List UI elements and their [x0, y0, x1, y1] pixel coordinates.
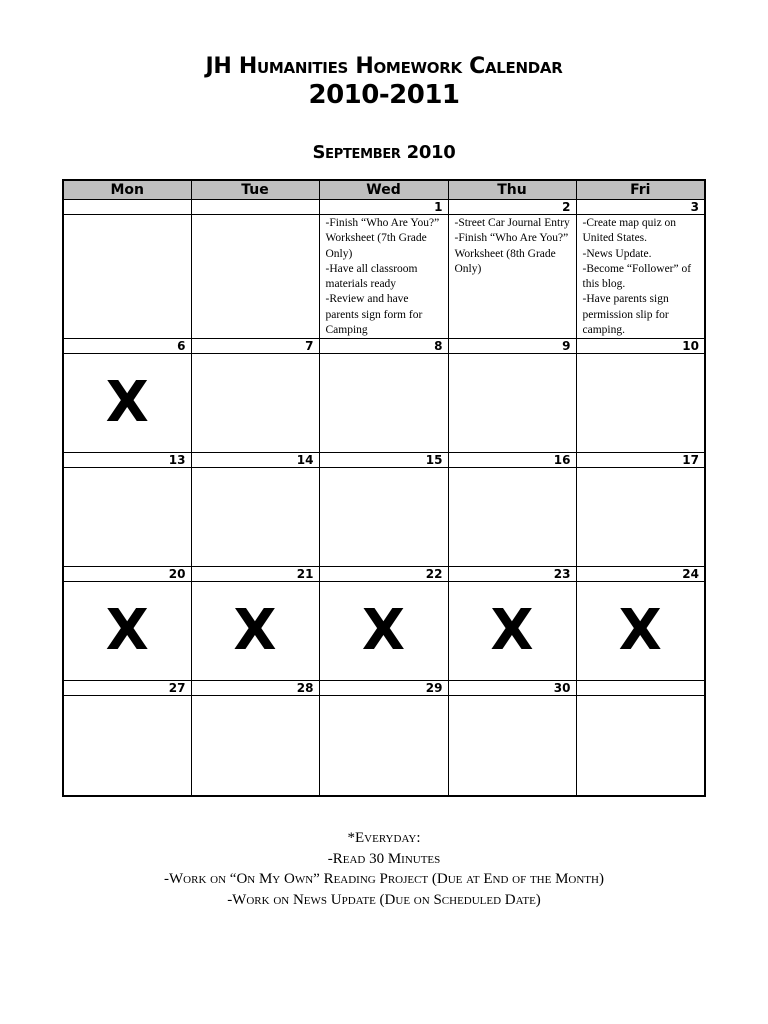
date-number: 27 [63, 681, 191, 696]
date-number: 7 [191, 339, 319, 354]
no-school-mark: X [618, 598, 662, 664]
date-number: 6 [63, 339, 191, 354]
day-cell [576, 354, 705, 453]
date-number: 9 [448, 339, 576, 354]
date-number: 22 [319, 567, 448, 582]
week-content-row [63, 696, 705, 797]
day-cell [63, 354, 191, 453]
day-cell [448, 354, 576, 453]
no-school-mark: X [361, 598, 406, 664]
homework-list [320, 215, 448, 338]
homework-item: -News Update. [582, 247, 652, 260]
week-content-row [63, 215, 705, 339]
date-number: 17 [576, 453, 705, 468]
everyday-item: -Read 30 Minutes [327, 850, 441, 867]
no-school-mark: X [105, 598, 149, 664]
day-cell [191, 468, 319, 567]
homework-item: -Street Car Journal Entry [454, 217, 570, 229]
everyday-item: -Work on News Update (Due on Scheduled Date) [227, 891, 541, 908]
day-cell [63, 696, 191, 797]
date-number: 30 [448, 681, 576, 696]
week-content-row [63, 354, 705, 453]
day-cell [63, 582, 191, 681]
calendar-table [62, 179, 706, 797]
day-cell [448, 582, 576, 681]
weekday-header: Fri [576, 180, 705, 200]
date-number: 1 [319, 200, 448, 215]
no-school-mark: X [233, 598, 277, 664]
date-number: 13 [63, 453, 191, 468]
date-number: 20 [63, 567, 191, 582]
weekday-header: Wed [319, 180, 448, 200]
day-cell [448, 468, 576, 567]
calendar-body [63, 200, 705, 797]
day-cell [448, 215, 576, 339]
date-number [63, 200, 191, 215]
weekday-header: Thu [448, 180, 576, 200]
date-number [576, 681, 705, 696]
no-school-mark: X [490, 598, 534, 664]
everyday-notes [0, 828, 768, 910]
date-number: 28 [191, 681, 319, 696]
day-cell [63, 468, 191, 567]
homework-item: -Review and have parents sign form for Camping [325, 293, 423, 337]
everyday-heading: *Everyday: [347, 830, 421, 846]
week-content-row [63, 468, 705, 567]
weekday-header-row [63, 180, 705, 200]
day-cell [319, 468, 448, 567]
date-number: 23 [448, 567, 576, 582]
month-heading: September 2010 [312, 142, 456, 163]
day-cell [319, 215, 448, 339]
homework-list [577, 215, 705, 338]
homework-item: -Create map quiz on United States. [582, 217, 677, 245]
date-number: 15 [319, 453, 448, 468]
date-number: 29 [319, 681, 448, 696]
homework-item: -Become “Follower” of this blog. [582, 262, 692, 291]
day-cell [191, 582, 319, 681]
date-number: 24 [576, 567, 705, 582]
homework-item: -Have all classroom materials ready [325, 262, 418, 291]
week-date-row [63, 339, 705, 354]
weekday-header: Mon [63, 180, 191, 200]
day-cell [576, 468, 705, 567]
homework-item: -Finish “Who Are You?” Worksheet (7th Grade Only) [325, 217, 440, 260]
no-school-mark: X [105, 370, 149, 436]
date-number: 14 [191, 453, 319, 468]
day-cell [319, 696, 448, 797]
week-date-row [63, 200, 705, 215]
date-number: 8 [319, 339, 448, 354]
homework-item: -Finish “Who Are You?” Worksheet (8th Grade Only) [454, 232, 569, 275]
day-cell [191, 696, 319, 797]
day-cell [191, 354, 319, 453]
day-cell [576, 215, 705, 339]
date-number: 21 [191, 567, 319, 582]
week-date-row [63, 453, 705, 468]
date-number: 10 [576, 339, 705, 354]
date-number: 16 [448, 453, 576, 468]
date-number: 3 [576, 200, 705, 215]
day-cell [576, 696, 705, 797]
homework-list [449, 215, 576, 277]
day-cell [63, 215, 191, 339]
date-number: 2 [448, 200, 576, 215]
date-number [191, 200, 319, 215]
day-cell [319, 582, 448, 681]
week-date-row [63, 567, 705, 582]
day-cell [576, 582, 705, 681]
school-year: 2010-2011 [308, 80, 460, 110]
everyday-item: -Work on “On My Own” Reading Project (Due at End of the Month) [164, 871, 604, 887]
week-date-row [63, 681, 705, 696]
calendar-title: JH Humanities Homework Calendar [205, 54, 563, 79]
day-cell [319, 354, 448, 453]
day-cell [191, 215, 319, 339]
homework-item: -Have parents sign permission slip for camping. [582, 293, 669, 337]
weekday-header: Tue [191, 180, 319, 200]
day-cell [448, 696, 576, 797]
week-content-row [63, 582, 705, 681]
